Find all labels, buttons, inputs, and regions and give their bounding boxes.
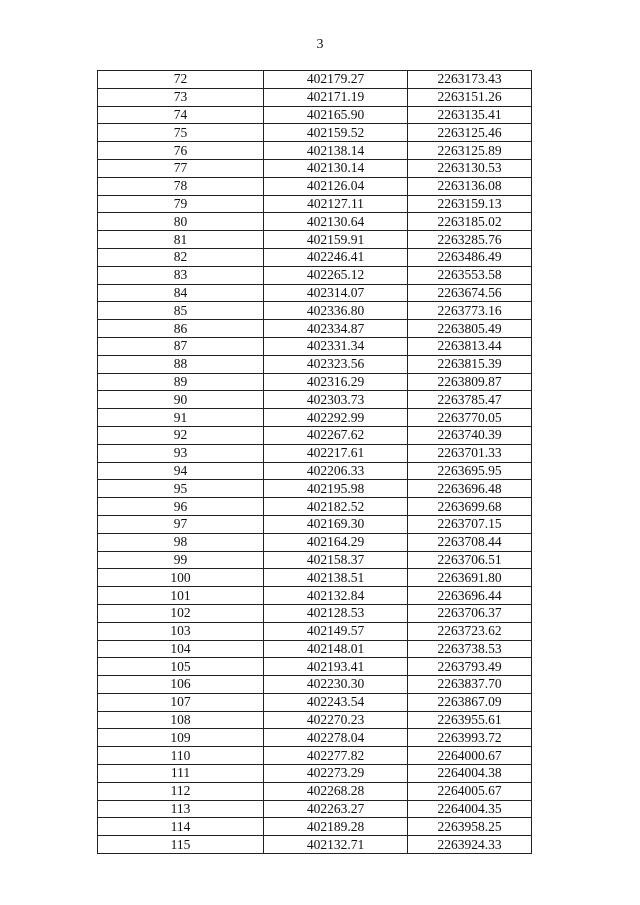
x-coordinate-cell: 402323.56	[264, 355, 408, 373]
point-number-cell: 115	[98, 836, 264, 854]
table-row	[98, 106, 532, 124]
y-coordinate-cell: 2263130.53	[408, 159, 532, 177]
point-number-cell: 74	[98, 106, 264, 124]
x-coordinate-cell: 402164.29	[264, 533, 408, 551]
table-row	[98, 587, 532, 605]
y-coordinate-cell: 2263151.26	[408, 88, 532, 106]
table-row	[98, 498, 532, 516]
x-coordinate-cell: 402159.91	[264, 231, 408, 249]
y-coordinate-cell: 2264004.35	[408, 800, 532, 818]
x-coordinate-cell: 402149.57	[264, 622, 408, 640]
x-coordinate-cell: 402273.29	[264, 765, 408, 783]
x-coordinate-cell: 402270.23	[264, 711, 408, 729]
x-coordinate-cell: 402158.37	[264, 551, 408, 569]
table-row	[98, 836, 532, 854]
point-number-cell: 82	[98, 248, 264, 266]
table-row	[98, 462, 532, 480]
y-coordinate-cell: 2263696.48	[408, 480, 532, 498]
point-number-cell: 101	[98, 587, 264, 605]
table-row	[98, 426, 532, 444]
point-number-cell: 85	[98, 302, 264, 320]
point-number-cell: 76	[98, 142, 264, 160]
y-coordinate-cell: 2263785.47	[408, 391, 532, 409]
point-number-cell: 78	[98, 177, 264, 195]
y-coordinate-cell: 2263135.41	[408, 106, 532, 124]
point-number-cell: 79	[98, 195, 264, 213]
y-coordinate-cell: 2263993.72	[408, 729, 532, 747]
point-number-cell: 94	[98, 462, 264, 480]
point-number-cell: 73	[98, 88, 264, 106]
x-coordinate-cell: 402217.61	[264, 444, 408, 462]
point-number-cell: 81	[98, 231, 264, 249]
point-number-cell: 112	[98, 782, 264, 800]
y-coordinate-cell: 2263185.02	[408, 213, 532, 231]
y-coordinate-cell: 2263773.16	[408, 302, 532, 320]
table-row	[98, 248, 532, 266]
x-coordinate-cell: 402169.30	[264, 515, 408, 533]
table-row	[98, 337, 532, 355]
x-coordinate-cell: 402278.04	[264, 729, 408, 747]
y-coordinate-cell: 2263793.49	[408, 658, 532, 676]
y-coordinate-cell: 2263125.46	[408, 124, 532, 142]
point-number-cell: 86	[98, 320, 264, 338]
x-coordinate-cell: 402132.71	[264, 836, 408, 854]
table-row	[98, 391, 532, 409]
x-coordinate-cell: 402336.80	[264, 302, 408, 320]
point-number-cell: 89	[98, 373, 264, 391]
table-row	[98, 88, 532, 106]
x-coordinate-cell: 402189.28	[264, 818, 408, 836]
y-coordinate-cell: 2263706.37	[408, 604, 532, 622]
table-row	[98, 569, 532, 587]
y-coordinate-cell: 2263691.80	[408, 569, 532, 587]
x-coordinate-cell: 402314.07	[264, 284, 408, 302]
y-coordinate-cell: 2263955.61	[408, 711, 532, 729]
table-row	[98, 355, 532, 373]
y-coordinate-cell: 2264004.38	[408, 765, 532, 783]
y-coordinate-cell: 2263674.56	[408, 284, 532, 302]
point-number-cell: 102	[98, 604, 264, 622]
point-number-cell: 90	[98, 391, 264, 409]
table-row	[98, 729, 532, 747]
y-coordinate-cell: 2263696.44	[408, 587, 532, 605]
table-row	[98, 818, 532, 836]
y-coordinate-cell: 2263553.58	[408, 266, 532, 284]
x-coordinate-cell: 402138.14	[264, 142, 408, 160]
point-number-cell: 87	[98, 337, 264, 355]
x-coordinate-cell: 402128.53	[264, 604, 408, 622]
point-number-cell: 96	[98, 498, 264, 516]
page-number: 3	[316, 37, 324, 52]
y-coordinate-cell: 2263770.05	[408, 409, 532, 427]
point-number-cell: 107	[98, 693, 264, 711]
table-row	[98, 533, 532, 551]
x-coordinate-cell: 402132.84	[264, 587, 408, 605]
point-number-cell: 106	[98, 676, 264, 694]
x-coordinate-cell: 402130.64	[264, 213, 408, 231]
x-coordinate-cell: 402263.27	[264, 800, 408, 818]
x-coordinate-cell: 402267.62	[264, 426, 408, 444]
y-coordinate-cell: 2263695.95	[408, 462, 532, 480]
table-row	[98, 693, 532, 711]
point-number-cell: 114	[98, 818, 264, 836]
table-row	[98, 676, 532, 694]
x-coordinate-cell: 402165.90	[264, 106, 408, 124]
table-row	[98, 231, 532, 249]
point-number-cell: 80	[98, 213, 264, 231]
y-coordinate-cell: 2263699.68	[408, 498, 532, 516]
point-number-cell: 109	[98, 729, 264, 747]
table-row	[98, 71, 532, 89]
x-coordinate-cell: 402195.98	[264, 480, 408, 498]
y-coordinate-cell: 2263708.44	[408, 533, 532, 551]
table-row	[98, 515, 532, 533]
table-row	[98, 711, 532, 729]
point-number-cell: 93	[98, 444, 264, 462]
x-coordinate-cell: 402277.82	[264, 747, 408, 765]
y-coordinate-cell: 2263867.09	[408, 693, 532, 711]
point-number-cell: 95	[98, 480, 264, 498]
table-row	[98, 765, 532, 783]
y-coordinate-cell: 2264000.67	[408, 747, 532, 765]
table-row	[98, 177, 532, 195]
y-coordinate-cell: 2263125.89	[408, 142, 532, 160]
y-coordinate-cell: 2263723.62	[408, 622, 532, 640]
table-row	[98, 604, 532, 622]
y-coordinate-cell: 2263159.13	[408, 195, 532, 213]
point-number-cell: 108	[98, 711, 264, 729]
x-coordinate-cell: 402292.99	[264, 409, 408, 427]
table-row	[98, 782, 532, 800]
x-coordinate-cell: 402246.41	[264, 248, 408, 266]
y-coordinate-cell: 2263707.15	[408, 515, 532, 533]
x-coordinate-cell: 402193.41	[264, 658, 408, 676]
y-coordinate-cell: 2263701.33	[408, 444, 532, 462]
y-coordinate-cell: 2263958.25	[408, 818, 532, 836]
x-coordinate-cell: 402230.30	[264, 676, 408, 694]
point-number-cell: 77	[98, 159, 264, 177]
table-row	[98, 195, 532, 213]
coordinates-table-body	[98, 71, 532, 854]
point-number-cell: 83	[98, 266, 264, 284]
y-coordinate-cell: 2263740.39	[408, 426, 532, 444]
y-coordinate-cell: 2263136.08	[408, 177, 532, 195]
x-coordinate-cell: 402179.27	[264, 71, 408, 89]
x-coordinate-cell: 402126.04	[264, 177, 408, 195]
point-number-cell: 110	[98, 747, 264, 765]
table-row	[98, 373, 532, 391]
table-row	[98, 320, 532, 338]
point-number-cell: 105	[98, 658, 264, 676]
point-number-cell: 72	[98, 71, 264, 89]
table-row	[98, 444, 532, 462]
x-coordinate-cell: 402138.51	[264, 569, 408, 587]
x-coordinate-cell: 402334.87	[264, 320, 408, 338]
point-number-cell: 84	[98, 284, 264, 302]
table-row	[98, 213, 532, 231]
table-row	[98, 266, 532, 284]
table-row	[98, 658, 532, 676]
point-number-cell: 111	[98, 765, 264, 783]
coordinates-table	[97, 70, 532, 854]
y-coordinate-cell: 2263805.49	[408, 320, 532, 338]
y-coordinate-cell: 2263486.49	[408, 248, 532, 266]
x-coordinate-cell: 402206.33	[264, 462, 408, 480]
y-coordinate-cell: 2263924.33	[408, 836, 532, 854]
x-coordinate-cell: 402268.28	[264, 782, 408, 800]
table-row	[98, 747, 532, 765]
y-coordinate-cell: 2263706.51	[408, 551, 532, 569]
table-row	[98, 302, 532, 320]
table-row	[98, 551, 532, 569]
point-number-cell: 92	[98, 426, 264, 444]
x-coordinate-cell: 402316.29	[264, 373, 408, 391]
point-number-cell: 97	[98, 515, 264, 533]
point-number-cell: 100	[98, 569, 264, 587]
table-row	[98, 142, 532, 160]
x-coordinate-cell: 402148.01	[264, 640, 408, 658]
y-coordinate-cell: 2263837.70	[408, 676, 532, 694]
table-row	[98, 124, 532, 142]
y-coordinate-cell: 2263809.87	[408, 373, 532, 391]
x-coordinate-cell: 402127.11	[264, 195, 408, 213]
x-coordinate-cell: 402182.52	[264, 498, 408, 516]
x-coordinate-cell: 402265.12	[264, 266, 408, 284]
y-coordinate-cell: 2264005.67	[408, 782, 532, 800]
point-number-cell: 75	[98, 124, 264, 142]
y-coordinate-cell: 2263285.76	[408, 231, 532, 249]
y-coordinate-cell: 2263813.44	[408, 337, 532, 355]
table-row	[98, 284, 532, 302]
point-number-cell: 103	[98, 622, 264, 640]
table-row	[98, 640, 532, 658]
point-number-cell: 91	[98, 409, 264, 427]
y-coordinate-cell: 2263815.39	[408, 355, 532, 373]
point-number-cell: 104	[98, 640, 264, 658]
table-row	[98, 622, 532, 640]
y-coordinate-cell: 2263738.53	[408, 640, 532, 658]
point-number-cell: 98	[98, 533, 264, 551]
point-number-cell: 113	[98, 800, 264, 818]
x-coordinate-cell: 402243.54	[264, 693, 408, 711]
point-number-cell: 99	[98, 551, 264, 569]
y-coordinate-cell: 2263173.43	[408, 71, 532, 89]
x-coordinate-cell: 402159.52	[264, 124, 408, 142]
point-number-cell: 88	[98, 355, 264, 373]
x-coordinate-cell: 402130.14	[264, 159, 408, 177]
table-row	[98, 159, 532, 177]
table-row	[98, 800, 532, 818]
table-row	[98, 480, 532, 498]
x-coordinate-cell: 402303.73	[264, 391, 408, 409]
x-coordinate-cell: 402171.19	[264, 88, 408, 106]
x-coordinate-cell: 402331.34	[264, 337, 408, 355]
table-row	[98, 409, 532, 427]
